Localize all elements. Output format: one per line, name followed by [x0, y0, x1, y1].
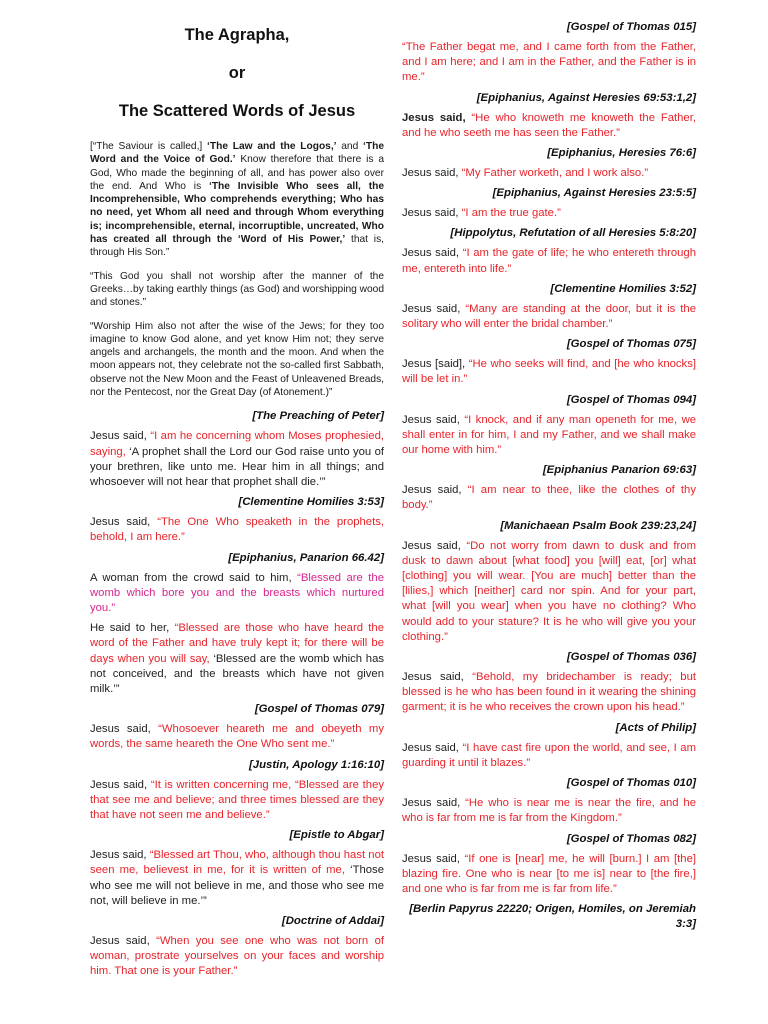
speaker: Jesus said,	[402, 111, 472, 124]
saying: “The Father begat me, and I came forth from the Father, and I am here; and I am in the Father, and the Father is in me.”	[402, 41, 696, 84]
intro-text: Know therefore that there is a God, Who made the beginning of all, and has power also over the end. And Who is	[90, 154, 384, 192]
speaker: Jesus said,	[402, 247, 463, 260]
speaker: Jesus said,	[402, 207, 462, 220]
quote-text: “If one is [near] me, he will [burn.] I am [the] blazing fire. One who is near [to me is] near to [the fire,] and one who is far from me is far from life.”	[402, 852, 696, 895]
quote-text: “Many are standing at the door, but it is the solitary who will enter the bridal chamber.”	[402, 302, 696, 331]
title-line-1: The Agrapha,	[184, 26, 290, 44]
saying	[402, 741, 696, 771]
saying	[90, 429, 384, 490]
saying	[90, 571, 384, 617]
source-citation: [Epiphanius, Panarion 66.42]	[228, 551, 384, 564]
speaker: Jesus said,	[90, 778, 151, 791]
source-citation: [Clementine Homilies 3:52]	[550, 282, 696, 295]
saying	[402, 483, 696, 513]
source-citation: [Gospel of Thomas 082]	[566, 832, 696, 845]
speaker: Jesus said,	[402, 167, 462, 180]
quote-text: “Blessed are those who have heard the word of the Father and have truly kept it; for there will be days when you will say,	[90, 622, 384, 665]
source-citation: [Epistle to Abgar]	[289, 829, 384, 842]
source-citation: [Epiphanius, Against Heresies 23:5:5]	[492, 187, 696, 200]
speaker: Jesus said,	[90, 935, 157, 948]
right-column	[402, 20, 696, 937]
saying	[90, 621, 384, 697]
source-citation: [Clementine Homilies 3:53]	[238, 496, 384, 509]
title-line-2: or	[228, 64, 246, 82]
quote-text: “My Father worketh, and I work also.”	[461, 167, 649, 180]
source-citation: [Epiphanius, Against Heresies 69:53:1,2]	[476, 91, 696, 104]
quote-text: “It is written concerning me, “Blessed are they that see me and believe; and three times blessed are they that have not seen me and believe.”	[90, 778, 385, 821]
saying	[402, 852, 696, 898]
quote-text: “When you see one who was not born of woman, prostrate yourselves on your faces and worship him. That one is your Father.”	[90, 935, 384, 978]
saying	[402, 246, 696, 276]
intro-paragraph-2: “This God you shall not worship after the manner of the Greeks…by taking earthly things (as God) and worshipping wood and stones.”	[90, 270, 384, 309]
saying	[402, 166, 696, 181]
quote-text: “Whosoever heareth me and obeyeth my words, the same heareth the One Who sent me.”	[90, 723, 384, 751]
intro-bold: ‘The Word and the Voice of God.’	[90, 141, 384, 166]
speaker: Jesus said,	[90, 723, 159, 736]
quote-text: “Do not worry from dawn to dusk and from dusk to dawn about [what food] you [will] eat, [or] what [clothing] you will wear. [You are much] better than the [lilies,] which [neither] card nor spin. And for your part, what [will you wear] when you have no clothing? Who would add to your stature? It is he who will give you your clothing.”	[402, 539, 696, 643]
quote-text: “Blessed art Thou, who, although thou hast not seen me, believest in me, for it is written of me,	[90, 849, 384, 877]
source-citation: [Hippolytus, Refutation of all Heresies 5:8:20]	[450, 227, 696, 240]
quote-text: “He who seeks will find, and [he who knocks] will be let in.”	[402, 358, 696, 386]
saying	[402, 670, 696, 716]
intro-bold: ‘The Law and the Logos,’	[207, 141, 337, 152]
speaker: Jesus said,	[90, 516, 158, 529]
quote-text: “I have cast fire upon the world, and see, I am guarding it until it blazes.”	[402, 741, 696, 769]
speaker: Jesus said,	[90, 849, 150, 862]
source-citation: [Gospel of Thomas 010]	[566, 777, 696, 790]
saying	[402, 539, 696, 645]
saying	[90, 722, 384, 752]
source-citation: [Justin, Apology 1:16:10]	[248, 758, 384, 771]
saying	[402, 302, 696, 332]
intro-text: [“The Saviour is called,]	[90, 141, 208, 152]
quote-text: “Blessed are the womb which bore you and the breasts which nurtured you.”	[90, 571, 384, 614]
source-citation: [Gospel of Thomas 015]	[566, 21, 696, 33]
quote-text: “I am the gate of life; he who entereth through me, entereth into life.”	[402, 247, 696, 275]
page-title	[90, 26, 384, 121]
title-line-3: The Scattered Words of Jesus	[118, 102, 356, 120]
source-citation: [Epiphanius Panarion 69:63]	[542, 464, 696, 477]
saying	[90, 934, 384, 980]
speaker: Jesus said,	[402, 852, 465, 865]
intro-paragraph-1	[90, 140, 384, 260]
source-citation: [Gospel of Thomas 094]	[566, 393, 696, 406]
quote-text: “Behold, my bridechamber is ready; but blessed is he who has been found in it wearing the shining garment; it is he who receives the crown upon his head.”	[402, 671, 696, 714]
quote-text: “He who is near me is near the fire, and he who is far from me is far from the Kingdom.”	[402, 797, 696, 825]
intro-text: that is, through His Son.”	[90, 234, 384, 259]
saying	[402, 413, 696, 459]
source-citation: [Acts of Philip]	[615, 721, 696, 734]
speaker: Jesus said,	[402, 741, 463, 754]
speaker: Jesus said,	[402, 302, 466, 315]
quote-text: “I am near to thee, like the clothes of thy body.”	[402, 484, 696, 512]
source-citation: [Epiphanius, Heresies 76:6]	[547, 147, 696, 160]
saying	[90, 778, 384, 824]
quote-text: “The One Who speaketh in the prophets, behold, I am here.”	[90, 516, 384, 544]
intro-bold: ‘The Invisible Who sees all, the Incomprehensible, Who comprehends everything; Who has no need, yet Whom all need and through Whom everything is; incomprehensible, eternal, incorruptible, uncreated, Who has created all through the ‘Word of His Power,’	[90, 180, 384, 246]
speaker: He said to her,	[90, 622, 175, 635]
quote-text: “I knock, and if any man openeth for me, we shall enter in for him, I and my Father, and we shall make our home with him.”	[402, 413, 697, 457]
source-citation: [Gospel of Thomas 079]	[254, 703, 384, 716]
left-column	[90, 0, 384, 985]
speaker: Jesus [said],	[402, 358, 469, 371]
source-citation: [Doctrine of Addai]	[281, 915, 384, 928]
quote-text: “He who knoweth me knoweth the Father, and he who seeth me has seen the Father.”	[402, 111, 696, 139]
speaker: Jesus said,	[90, 430, 151, 443]
quote-text: ‘Those who see me will not believe in me, and those who see me not, will believe in me.’”	[90, 864, 384, 907]
speaker: A woman from the crowd said to him,	[90, 571, 298, 584]
saying	[90, 515, 384, 545]
source-citation: [Manichaean Psalm Book 239:23,24]	[500, 519, 696, 532]
source-citation: [Gospel of Thomas 036]	[566, 651, 696, 664]
quote-text: ‘A prophet shall the Lord our God raise unto you of your brethren, like unto me. Hear him in all things; and whosoever will not hear that prophet shall die.’”	[90, 445, 384, 488]
saying	[402, 111, 696, 141]
quote-text: “I am the true gate.”	[461, 207, 561, 220]
speaker: Jesus said,	[402, 671, 473, 684]
intro-text: and	[336, 141, 364, 152]
saying	[402, 206, 696, 221]
saying	[90, 848, 384, 909]
source-citation: [Berlin Papyrus 22220; Origen, Homiles, on Jeremiah 3:3]	[409, 903, 696, 931]
intro-paragraph-3: “Worship Him also not after the wise of the Jews; for they too imagine to know God alone, and yet know Him not; they serve angels and archangels, the month and the moon. And when the moon appears not, they celebrate not the so-called first Sabbath, observe not the New Moon and the Feast of Unleavened Breads, nor the Pentecost, nor the Great Day (of Atonement.)”	[90, 320, 384, 399]
speaker: Jesus said,	[402, 413, 465, 426]
quote-text: “I am he concerning whom Moses prophesied, saying,	[90, 430, 384, 458]
speaker: Jesus said,	[402, 797, 466, 810]
speaker: Jesus said,	[402, 484, 468, 497]
saying	[402, 796, 696, 826]
source-citation: [The Preaching of Peter]	[252, 410, 384, 423]
source-citation: [Gospel of Thomas 075]	[566, 338, 696, 351]
saying	[402, 357, 696, 387]
quote-text: ‘Blessed are the womb which has not conceived, and the breasts which have not given milk.’”	[90, 652, 384, 695]
speaker: Jesus said,	[402, 539, 467, 552]
